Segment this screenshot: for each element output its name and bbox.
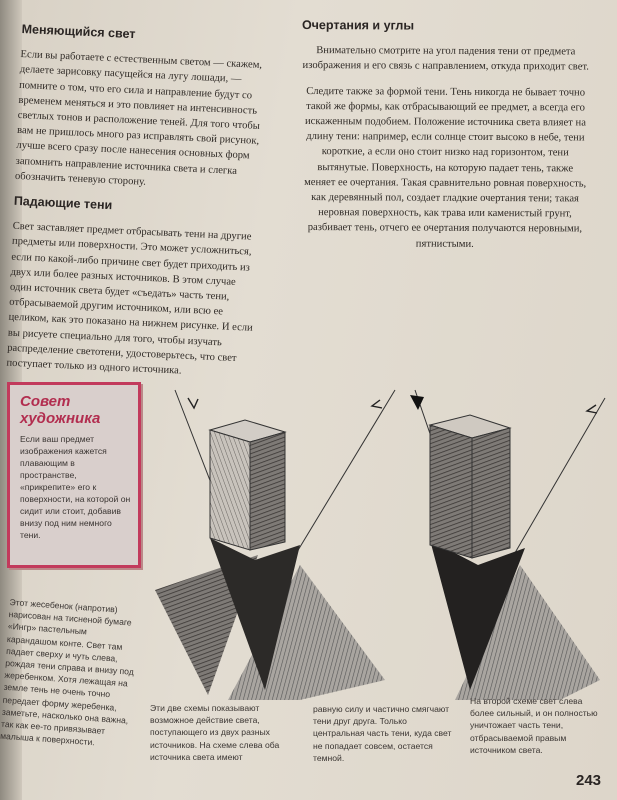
paragraph-changing-light: Если вы работаете с естественным светом — скажем, делаете зарисовку пасущейся на лугу лошади, — помните о том, что его сила и направление будут со временем меняться и это повлияет на интенсивность светлых тонов и расположение теней. Для того чтобы вам не пришлось много раз исправлять свой рисунок, лучше всего сразу после нанесения основных форм запомнить направление источника света и слегка обозначить теневую сторону. — [14, 49, 263, 188]
caption-second-diagram: На второй схеме свет слева более сильный, и он полностью уничтожает часть тени, отбрасываемой правым источником света. — [470, 696, 598, 755]
cube-right-face — [250, 432, 285, 550]
heading-outlines-angles: Очертания и углы — [301, 18, 415, 33]
tip-title: Совет художника — [20, 393, 101, 427]
cube-left-face — [210, 430, 250, 550]
arrow-icon — [188, 398, 198, 408]
arrow-icon — [587, 405, 597, 413]
cube-right-face — [472, 428, 510, 558]
paragraph-shadow-angle: Внимательно смотрите на угол падения тени от предмета изображения и его связь с направлением, откуда приходит свет. — [302, 45, 589, 73]
diagram-left — [155, 390, 395, 700]
page-number: 243 — [576, 772, 602, 789]
diagram-right — [410, 390, 605, 700]
paragraph-cast-shadows: Свет заставляет предмет отбрасывать тени на другие предметы или поверхности. Это может усложниться, если по какой-либо причине свет будет приходить из двух или более разных источников. В этом случае один источник света будет «съедать» часть тени, отбрасываемой другим источником, или всю ее целиком, как это показано на нижнем рисунке. И если вы рисуете специально для того, чтобы изучать распределение светотени, удостоверьтесь, что свет поступает только из одного источника. — [6, 221, 253, 377]
left-column — [6, 22, 270, 392]
tip-text: Если ваш предмет изображения кажется плавающим в пространстве, «прикрепите» его к поверхности, на которой он сидит или стоит, добавив внизу под ним немного тени. — [20, 434, 131, 540]
cube-left-face — [430, 425, 472, 558]
heading-cast-shadows: Падающие тени — [13, 193, 113, 213]
arrow-icon — [372, 400, 382, 408]
light-ray-right — [505, 398, 605, 570]
caption-diagrams: Эти две схемы показывают возможное действие света, поступающего из двух разных источников. На схеме слева оба источника света имеют — [150, 703, 280, 762]
caption-diagrams-cont: равную силу и частично смягчают тени друг друга. Только центральная часть тени, куда свет не попадает совсем, остается темной. — [313, 704, 452, 763]
right-column — [301, 18, 590, 262]
caption-foal: Этот жесебенок (напротив) нарисован на тисненой бумаге «Ингр» пастельным карандашом конте. Свет там падает сверху и чуть слева, рождая тени справа и внизу под жеребенком. Хотя лежащая на земле тень не очень точно передает форму жеребенка, заметьте, насколько она важна, так как ее-то привязывает малыша к поверхности. — [0, 596, 135, 748]
arrow-icon — [410, 395, 424, 410]
paragraph-shadow-shape: Следите также за формой тени. Тень никогда не бывает точно такой же формы, как отбрасывающий ее предмет, а всегда его искаженным подобием. Положение источника света влияет на длину тени: например, если солнце стоит высоко в небе, тени короткие, а если оно стоит низко над горизонтом, тени вытянутые. Поверхность, на которую падает тень, также меняет ее очертания. Такая сравнительно ровная поверхность, как деревянный пол, создает гладкие очертания тени; такая неровная поверхность, как трава или каменистый грунт, разбивает тень, отчего ее очертания получаются неровными, пятнистыми. — [304, 85, 587, 250]
heading-changing-light: Меняющийся свет — [21, 22, 136, 42]
